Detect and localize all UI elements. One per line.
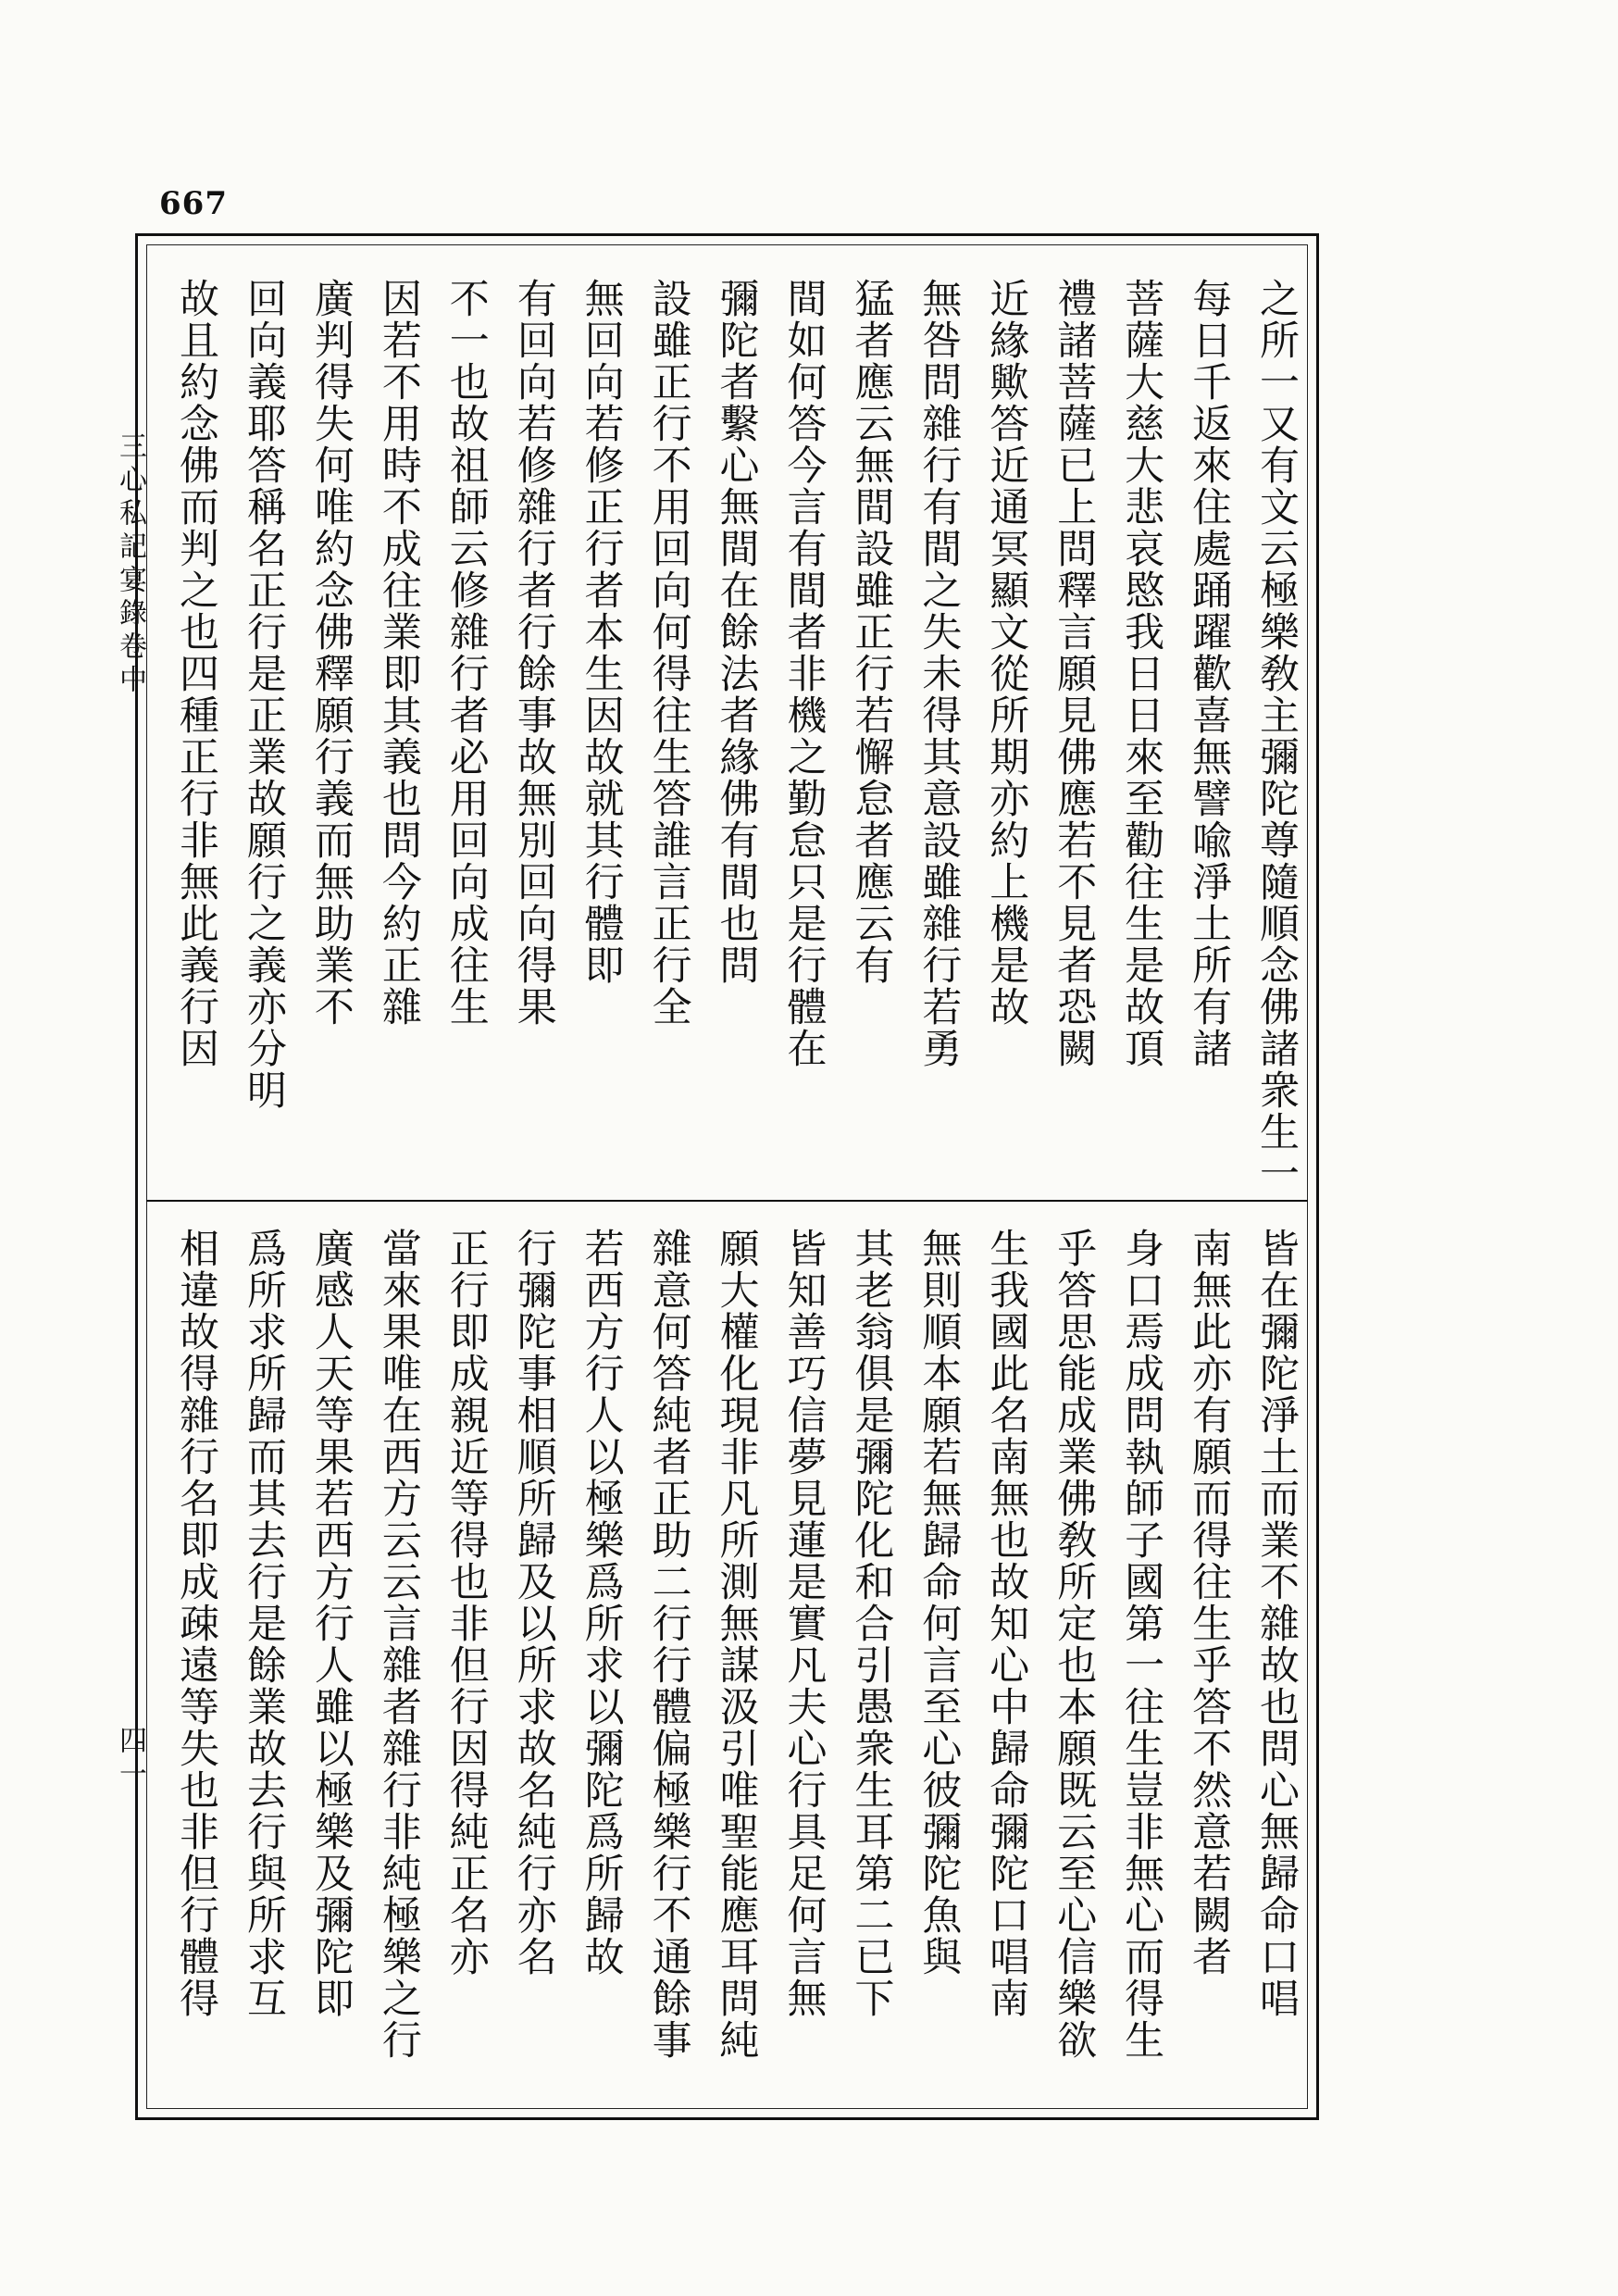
text-column: 皆在彌陀淨土而業不雜故也問心無歸命口唱 xyxy=(1253,1228,1300,2019)
text-column: 正行即成親近等得也非但行因得純正名亦 xyxy=(442,1228,490,1978)
text-column: 之所一又有文云極樂敎主彌陀尊隨順念佛諸衆生一 xyxy=(1253,278,1300,1194)
text-column: 菩薩大慈大悲哀愍我日日來至勸往生是故頂 xyxy=(1118,278,1165,1069)
text-column: 設雖正行不用回向何得往生答誰言正行全 xyxy=(645,278,692,1028)
text-column: 禮諸菩薩已上問釋言願見佛應若不見者恐闕 xyxy=(1051,278,1098,1069)
text-column: 若西方行人以極樂爲所求以彌陀爲所歸故 xyxy=(578,1228,625,1978)
text-column: 行彌陀事相順所歸及以所求故名純行亦名 xyxy=(510,1228,557,1978)
text-column: 無回向若修正行者本生因故就其行體即 xyxy=(578,278,625,986)
text-column: 猛者應云無間設雖正行若懈怠者應云有 xyxy=(848,278,895,986)
running-head: 三心私記宴錄卷中 xyxy=(114,431,146,698)
folio: 四一 xyxy=(114,1726,146,1792)
text-column: 身口焉成問執師子國第一往生豈非無心而得生 xyxy=(1118,1228,1165,2061)
text-column: 當來果唯在西方云云言雜者雜行非純極樂之行 xyxy=(375,1228,422,2061)
text-column: 廣判得失何唯約念佛釋願行義而無助業不 xyxy=(307,278,355,1028)
text-column: 爲所求所歸而其去行是餘業故去行與所求互 xyxy=(240,1228,287,2019)
text-column: 回向義耶答稱名正行是正業故願行之義亦分明 xyxy=(240,278,287,1111)
text-column: 不一也故祖師云修雜行者必用回向成往生 xyxy=(442,278,490,1028)
text-column: 願大權化現非凡所測無謀汲引唯聖能應耳問純 xyxy=(713,1228,760,2061)
text-column: 其老翁俱是彌陀化和合引愚衆生耳第二已下 xyxy=(848,1228,895,2019)
text-column: 雜意何答純者正助二行行體偏極樂行不通餘事 xyxy=(645,1228,692,2061)
text-column: 近緣歟答近通冥顯文從所期亦約上機是故 xyxy=(983,278,1030,1028)
page-number: 667 xyxy=(159,185,228,222)
text-column: 無咎問雜行有間之失未得其意設雖雜行若勇 xyxy=(915,278,963,1069)
text-column: 廣感人天等果若西方行人雖以極樂及彌陀即 xyxy=(307,1228,355,2019)
bottom-text-panel xyxy=(173,1228,1300,2093)
text-column: 南無此亦有願而得往生乎答不然意若闕者 xyxy=(1186,1228,1233,1978)
text-column: 無則順本願若無歸命何言至心彼彌陀魚與 xyxy=(915,1228,963,1978)
text-column: 每日千返來住處踊躍歡喜無譬喩淨土所有諸 xyxy=(1186,278,1233,1069)
text-column: 皆知善巧信夢見蓮是實凡夫心行具足何言無 xyxy=(780,1228,828,2019)
panel-divider xyxy=(146,1200,1308,1202)
text-column: 間如何答今言有間者非機之勤怠只是行體在 xyxy=(780,278,828,1069)
text-column: 相違故得雜行名即成疎遠等失也非但行體得 xyxy=(173,1228,219,2019)
text-column: 生我國此名南無也故知心中歸命彌陀口唱南 xyxy=(983,1228,1030,2019)
text-column: 有回向若修雜行者行餘事故無別回向得果 xyxy=(510,278,557,1028)
text-column: 乎答思能成業佛敎所定也本願既云至心信樂欲 xyxy=(1051,1228,1098,2061)
text-column: 故且約念佛而判之也四種正行非無此義行因 xyxy=(173,278,219,1069)
text-column: 彌陀者繫心無間在餘法者緣佛有間也問 xyxy=(713,278,760,986)
top-text-panel xyxy=(173,278,1300,1194)
text-column: 因若不用時不成往業即其義也問今約正雜 xyxy=(375,278,422,1028)
